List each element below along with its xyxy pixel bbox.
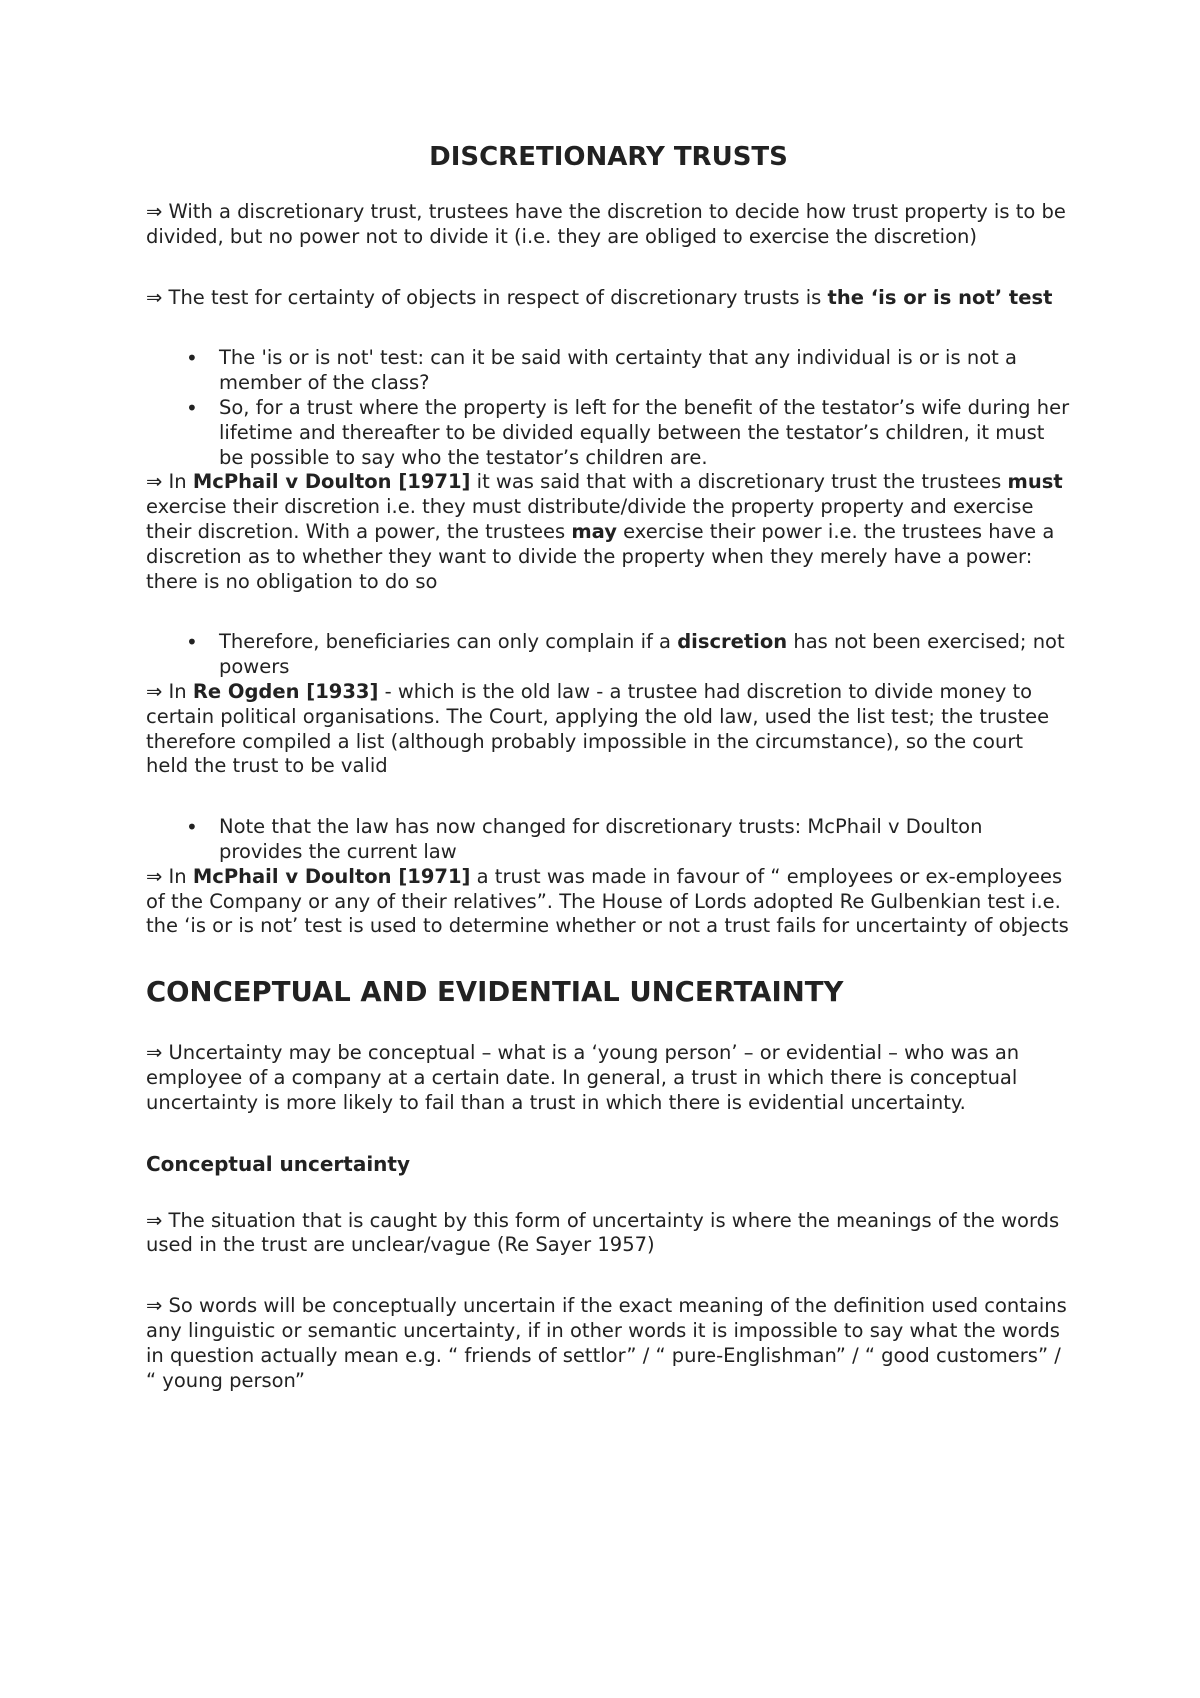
text-run: ⇒ The situation that is caught by this form of uncertainty is where the meanings of the words used in the trust are unclear/vague (Re Sayer 1957) (146, 1208, 1060, 1257)
text-run: ⇒ So words will be conceptually uncertain if the exact meaning of the definition used contains any linguistic or semantic uncertainty, if in other words it is impossible to say what the words in question actually mean e.g. “ friends of settlor” / “ pure-Englishman” / “ good customers” / “ young person” (146, 1294, 1067, 1392)
text-run: So, for a trust where the property is left for the benefit of the testator’s wife during her lifetime and thereafter to be divided equally between the testator’s children, it must be possible to say who the testator’s children are. (219, 395, 1070, 469)
text-run: Therefore, beneficiaries can only complain if a (219, 630, 678, 654)
bold-text: McPhail v Doulton [1971] (192, 470, 471, 494)
bold-text: must (1007, 470, 1063, 494)
text-run: ⇒ In (146, 864, 193, 888)
paragraph (146, 1209, 1071, 1259)
bold-text: may (571, 519, 617, 543)
bullet-item (146, 815, 1071, 865)
text-run: The 'is or is not' test: can it be said with certainty that any individual is or is not a member of the class? (219, 346, 1017, 395)
bullet-item (146, 396, 1071, 470)
text-run: ⇒ The test for certainty of objects in respect of discretionary trusts is (146, 285, 828, 309)
text-run: ⇒ In (146, 470, 193, 494)
text-run: - which is the old law - a trustee had discretion to divide money to certain political organisations. The Court, applying the old law, used the list test; the trustee therefore compiled a list (although probably impossible in the circumstance), so the court held the trust to be valid (146, 679, 1050, 778)
paragraph (146, 865, 1071, 939)
paragraph (146, 286, 1071, 311)
bold-text: the ‘is or is not’ test (827, 285, 1053, 309)
document-body (146, 140, 1071, 1393)
bold-text: discretion (677, 630, 788, 654)
bullet-list (146, 346, 1071, 470)
paragraph (146, 1041, 1071, 1115)
bold-text: Re Ogden [1933] (192, 679, 379, 703)
text-run: exercise their discretion i.e. they must distribute/divide the property property and exercise their discretion. With a power, the trustees (146, 495, 1034, 543)
text-run: a trust was made in favour of “ employees or ex-employees of the Company or any of their relatives”. The House of Lords adopted Re Gulbenkian test i.e. the ‘is or is not’ test is used to determine whether or not a trust fails for uncertainty of objects (146, 864, 1069, 938)
paragraph (146, 200, 1071, 250)
bullet-list (146, 630, 1071, 680)
bullet-list (146, 815, 1071, 865)
bullet-item (146, 346, 1071, 396)
text-run: it was said that with a discretionary trust the trustees (470, 470, 1008, 494)
bold-text: McPhail v Doulton [1971] (192, 864, 471, 888)
text-run: ⇒ In (146, 679, 193, 703)
text-run: ⇒ Uncertainty may be conceptual – what is a ‘young person’ – or evidential – who was an employee of a company at a certain date. In general, a trust in which there is conceptual uncertainty is more likely to fail than a trust in which there is evidential uncertainty. (146, 1041, 1020, 1114)
text-run: exercise their power i.e. the trustees have a discretion as to whether they want to divide the property when they merely have a power: there is no obligation to do so (146, 519, 1055, 593)
bullet-item (146, 630, 1071, 680)
text-run: Note that the law has now changed for discretionary trusts: McPhail v Doulton provides the current law (219, 815, 983, 863)
page-title: DISCRETIONARY TRUSTS (429, 142, 788, 172)
section-heading: CONCEPTUAL AND EVIDENTIAL UNCERTAINTY (146, 976, 844, 1009)
paragraph (146, 680, 1071, 779)
subsection-heading: Conceptual uncertainty (146, 1151, 411, 1176)
paragraph (146, 470, 1071, 594)
text-run: has not been exercised; not powers (219, 630, 1065, 679)
paragraph (146, 1294, 1071, 1393)
text-run: ⇒ With a discretionary trust, trustees have the discretion to decide how trust property is to be divided, but no power not to divide it (i.e. they are obliged to exercise the discretion) (146, 200, 1066, 248)
